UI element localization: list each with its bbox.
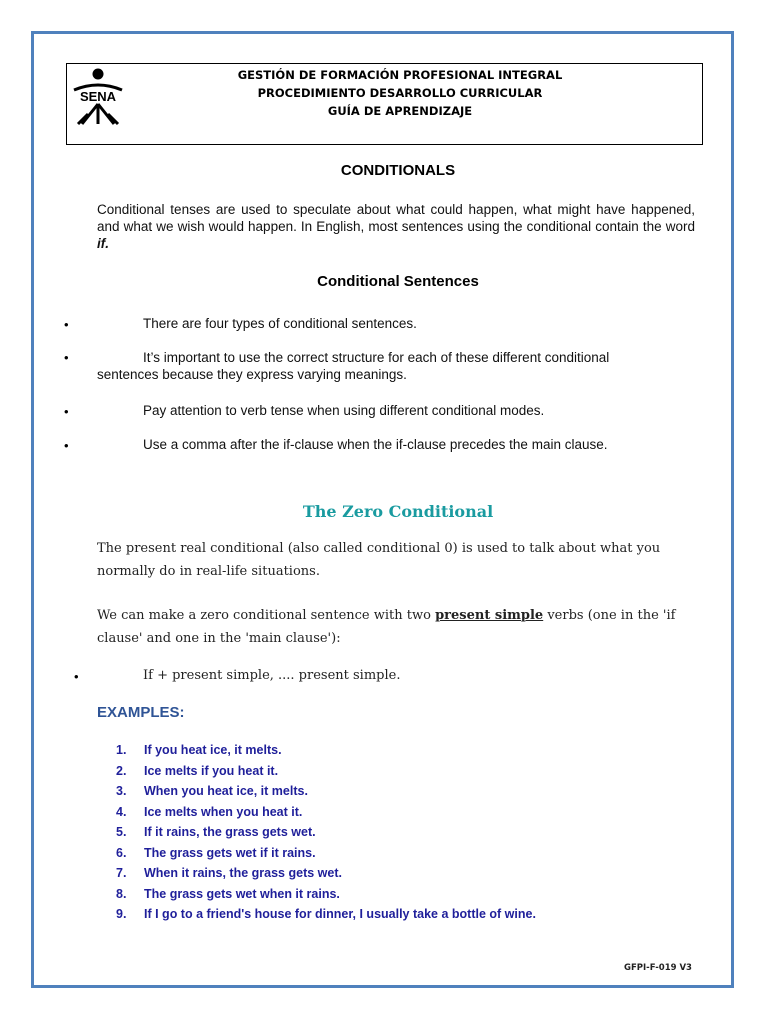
bullet-marker: • <box>64 317 69 332</box>
zero-p2-pre: We can make a zero conditional sentence with two <box>97 608 436 623</box>
header-line-1: GESTIÓN DE FORMACIÓN PROFESIONAL INTEGRAL <box>237 68 563 82</box>
list-item: 2. Ice melts if you heat it. <box>116 763 279 778</box>
zero-p2-line2: clause' and one in the 'main clause'): <box>97 631 341 646</box>
example-text: If I go to a friend's house for dinner, I usually take a bottle of wine. <box>144 907 536 921</box>
zero-conditional-title: The Zero Conditional <box>302 502 494 521</box>
list-item: 1. If you heat ice, it melts. <box>116 743 282 757</box>
example-text: When you heat ice, it melts. <box>144 784 308 798</box>
example-text: When it rains, the grass gets wet. <box>144 866 342 880</box>
list-item: 3. When you heat ice, it melts. <box>116 784 308 798</box>
zero-paragraph-2 <box>97 604 697 650</box>
zero-p2-post: verbs (one in the 'if <box>543 608 676 623</box>
bullet-item-4: Use a comma after the if-clause when the if-clause precedes the main clause. <box>143 437 608 452</box>
examples-heading: EXAMPLES: <box>97 704 185 721</box>
example-text: If you heat ice, it melts. <box>144 743 282 757</box>
zero-p2-emphasis: present simple <box>435 608 544 623</box>
list-item: 9. If I go to a friend's house for dinner, I usually take a bottle of wine. <box>116 907 536 921</box>
zero-paragraph-1 <box>97 537 697 583</box>
list-item: 7. When it rains, the grass gets wet. <box>116 866 342 880</box>
list-item: 8. The grass gets wet when it rains. <box>116 886 340 901</box>
intro-emphasis: if. <box>97 236 109 251</box>
header-line-3: GUÍA DE APRENDIZAJE <box>327 104 473 118</box>
bullet-item-1: There are four types of conditional sentences. <box>143 316 417 331</box>
bullet-item-2-cont: sentences because they express varying meanings. <box>97 367 407 382</box>
example-text: Ice melts if you heat it. <box>144 763 279 778</box>
list-item: 5. If it rains, the grass gets wet. <box>116 825 316 839</box>
example-text: The grass gets wet when it rains. <box>144 886 340 901</box>
bullet-marker: • <box>64 438 69 453</box>
example-text: The grass gets wet if it rains. <box>144 845 316 860</box>
zero-p1-line2: normally do in real-life situations. <box>97 564 320 579</box>
list-item: 6. The grass gets wet if it rains. <box>116 845 316 860</box>
page-title: CONDITIONALS <box>340 162 456 179</box>
zero-p1-line1: The present real conditional (also called conditional 0) is used to talk about what you <box>97 541 661 556</box>
bullet-item-2: It’s important to use the correct structure for each of these different conditional <box>143 350 610 365</box>
bullet-marker: • <box>64 404 69 419</box>
intro-paragraph <box>97 201 695 252</box>
example-text: If it rains, the grass gets wet. <box>144 825 316 839</box>
bullet-item-3: Pay attention to verb tense when using different conditional modes. <box>143 403 545 418</box>
formula-text: If + present simple, .... present simple. <box>143 668 401 683</box>
header-line-2: PROCEDIMIENTO DESARROLLO CURRICULAR <box>257 86 543 100</box>
list-item: 4. Ice melts when you heat it. <box>116 804 303 819</box>
bullet-marker: • <box>64 350 69 365</box>
footer-code: GFPI-F-019 V3 <box>624 963 692 973</box>
example-text: Ice melts when you heat it. <box>144 804 303 819</box>
sena-logo <box>70 68 126 126</box>
intro-text: Conditional tenses are used to speculate about what could happen, what might have happened, and what we wish would happen. In English, most sentences using the conditional contain the word <box>97 202 695 234</box>
logo-text: SENA <box>79 89 117 104</box>
bullet-marker: • <box>74 669 79 684</box>
examples-list <box>116 740 536 925</box>
header-text <box>160 66 640 120</box>
section-heading: Conditional Sentences <box>317 273 479 290</box>
